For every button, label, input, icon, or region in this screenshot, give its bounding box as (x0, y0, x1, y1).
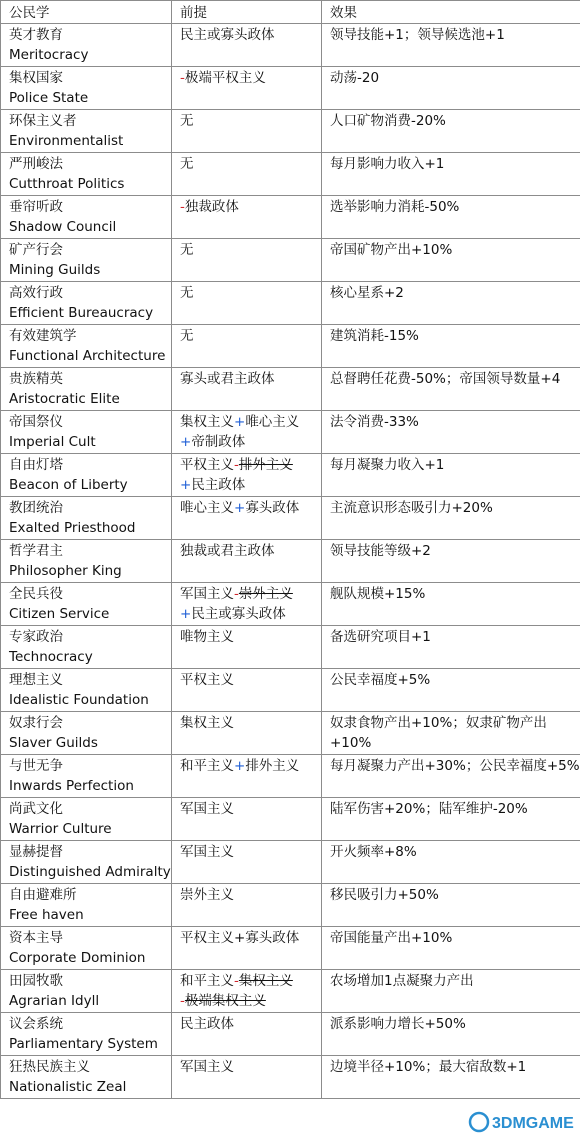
civic-name-en: Environmentalist (9, 133, 124, 149)
effect-cell (322, 239, 580, 282)
table-row (1, 67, 580, 110)
table-row (1, 626, 580, 669)
effect-text: 备选研究项目+1 (330, 629, 431, 645)
prerequisite-cell (172, 411, 322, 454)
prerequisite-segment: 民主或寡头政体 (191, 606, 286, 622)
prerequisite-line (180, 541, 316, 561)
prerequisite-segment: - (180, 199, 185, 215)
table-body (1, 1, 580, 1099)
effect-text: 帝国矿物产出+10% (330, 242, 453, 258)
prerequisite-segment: - (234, 973, 239, 989)
table-row (1, 239, 580, 282)
civic-name-cn: 严刑峻法 (9, 156, 63, 172)
civic-name-cell (1, 24, 172, 67)
civic-name-cell (1, 970, 172, 1013)
civic-name-en: Free haven (9, 907, 84, 923)
civic-name-en: Parliamentary System (9, 1036, 158, 1052)
table-row (1, 325, 580, 368)
effect-cell (322, 196, 580, 239)
civic-name-en: Police State (9, 90, 89, 106)
civic-name-cn: 资本主导 (9, 930, 63, 946)
table-row (1, 110, 580, 153)
effect-cell (322, 153, 580, 196)
prerequisite-line (180, 432, 316, 452)
watermark-text: 3DMGAME (492, 1115, 574, 1132)
prerequisite-segment: 平权主义 (180, 457, 234, 473)
prerequisite-segment: 民主政体 (191, 477, 246, 493)
civic-name-cn: 显赫提督 (9, 844, 63, 860)
prerequisite-segment: 排外主义 (245, 758, 300, 774)
effect-cell (322, 669, 580, 712)
prerequisite-line (180, 584, 316, 604)
prerequisite-segment: 独裁或君主政体 (180, 543, 275, 559)
prerequisite-segment: 极端集权主义 (184, 993, 266, 1009)
effect-text: 建筑消耗-15% (330, 328, 419, 344)
prerequisite-segment: 排外主义 (238, 457, 293, 473)
civic-name-cell (1, 196, 172, 239)
civic-name-en: Shadow Council (9, 219, 117, 235)
effect-cell (322, 24, 580, 67)
prerequisite-segment: 平权主义+寡头政体 (180, 930, 300, 946)
prerequisite-line (180, 604, 316, 624)
prerequisite-line (180, 240, 316, 260)
effect-text: 帝国能量产出+10% (330, 930, 453, 946)
prerequisite-segment: 军国主义 (180, 1059, 234, 1075)
table-row (1, 1013, 580, 1056)
prerequisite-segment: + (180, 477, 192, 493)
civic-name-cell (1, 884, 172, 927)
civic-name-cell (1, 669, 172, 712)
civic-name-cn: 全民兵役 (9, 586, 63, 602)
prerequisite-line (180, 197, 316, 217)
prerequisite-cell (172, 196, 322, 239)
prerequisite-segment: 军国主义 (180, 801, 234, 817)
header-effect: 效果 (322, 1, 580, 24)
effect-cell (322, 411, 580, 454)
prerequisite-segment: 独裁政体 (184, 199, 239, 215)
civic-name-cn: 议会系统 (9, 1016, 63, 1032)
table-row (1, 583, 580, 626)
effect-cell (322, 798, 580, 841)
prerequisite-line (180, 326, 316, 346)
civic-name-cell (1, 927, 172, 970)
table-row (1, 1056, 580, 1099)
table-row (1, 282, 580, 325)
prerequisite-line (180, 498, 316, 518)
prerequisite-segment: - (234, 457, 239, 473)
prerequisite-line (180, 991, 316, 1011)
effect-text: 选举影响力消耗-50% (330, 199, 460, 215)
civic-name-en: Efficient Bureaucracy (9, 305, 154, 321)
civic-name-en: Cutthroat Politics (9, 176, 125, 192)
civic-name-cell (1, 325, 172, 368)
civic-name-cn: 理想主义 (9, 672, 63, 688)
prerequisite-cell (172, 153, 322, 196)
table-row (1, 884, 580, 927)
table-row (1, 669, 580, 712)
prerequisite-segment: 帝制政体 (191, 434, 246, 450)
civic-name-cn: 自由避难所 (9, 887, 77, 903)
effect-text: 总督聘任花费-50%；帝国领导数量+4 (330, 371, 561, 387)
prerequisite-cell (172, 368, 322, 411)
civic-name-en: Aristocratic Elite (9, 391, 120, 407)
effect-text: 移民吸引力+50% (330, 887, 439, 903)
header-row (1, 1, 580, 24)
civic-name-en: Agrarian Idyll (9, 993, 100, 1009)
effect-text: 派系影响力增长+50% (330, 1016, 466, 1032)
prerequisite-line (180, 971, 316, 991)
civic-name-en: Exalted Priesthood (9, 520, 136, 536)
prerequisite-segment: 无 (180, 328, 194, 344)
civic-name-en: Nationalistic Zeal (9, 1079, 127, 1095)
civic-name-cn: 有效建筑学 (9, 328, 77, 344)
civic-name-cell (1, 540, 172, 583)
effect-text: 领导技能等级+2 (330, 543, 431, 559)
prerequisite-segment: 军国主义 (180, 586, 234, 602)
effect-cell (322, 884, 580, 927)
civic-name-cn: 环保主义者 (9, 113, 77, 129)
prerequisite-segment: 寡头或君主政体 (180, 371, 275, 387)
civic-name-cell (1, 798, 172, 841)
prerequisite-cell (172, 454, 322, 497)
civic-name-cn: 英才教育 (9, 27, 63, 43)
prerequisite-line (180, 154, 316, 174)
table-row (1, 927, 580, 970)
civic-name-en: Beacon of Liberty (9, 477, 128, 493)
prerequisite-cell (172, 325, 322, 368)
effect-cell (322, 368, 580, 411)
prerequisite-segment: + (234, 414, 246, 430)
civic-name-cell (1, 368, 172, 411)
prerequisite-segment: 和平主义 (180, 758, 234, 774)
civic-name-cn: 尚武文化 (9, 801, 63, 817)
effect-cell (322, 927, 580, 970)
table-row (1, 970, 580, 1013)
effect-text: 边境半径+10%；最大宿敌数+1 (330, 1059, 527, 1075)
prerequisite-segment: + (234, 758, 246, 774)
table-row (1, 368, 580, 411)
civic-name-cell (1, 153, 172, 196)
civic-name-en: Distinguished Admiralty (9, 864, 171, 880)
prerequisite-line (180, 283, 316, 303)
prerequisite-cell (172, 540, 322, 583)
civic-name-en: Meritocracy (9, 47, 89, 63)
prerequisite-cell (172, 712, 322, 755)
civic-name-en: Inwards Perfection (9, 778, 134, 794)
prerequisite-line (180, 455, 316, 475)
prerequisite-cell (172, 626, 322, 669)
effect-cell (322, 583, 580, 626)
civic-name-cell (1, 239, 172, 282)
civic-name-cell (1, 411, 172, 454)
prerequisite-segment: - (234, 586, 239, 602)
civic-name-cn: 狂热民族主义 (9, 1059, 90, 1075)
prerequisite-segment: 无 (180, 113, 194, 129)
civic-name-cell (1, 583, 172, 626)
prerequisite-line (180, 1057, 316, 1077)
civic-name-en: Mining Guilds (9, 262, 101, 278)
effect-text: 农场增加1点凝聚力产出 (330, 973, 474, 989)
prerequisite-segment: 无 (180, 242, 194, 258)
civic-name-cn: 奴隶行会 (9, 715, 63, 731)
effect-text: 法令消费-33% (330, 414, 419, 430)
civic-name-cn: 哲学君主 (9, 543, 63, 559)
effect-text: 每月凝聚力产出+30%；公民幸福度+5% (330, 758, 580, 774)
prerequisite-line (180, 412, 316, 432)
prerequisite-segment: 民主政体 (180, 1016, 234, 1032)
table-row (1, 497, 580, 540)
civic-name-en: Functional Architecture (9, 348, 166, 364)
effect-cell (322, 110, 580, 153)
prerequisite-line (180, 670, 316, 690)
effect-text: 动荡-20 (330, 70, 380, 86)
prerequisite-segment: 崇外主义 (238, 586, 293, 602)
prerequisite-cell (172, 798, 322, 841)
prerequisite-segment: + (234, 500, 246, 516)
prerequisite-cell (172, 1056, 322, 1099)
prerequisite-line (180, 928, 316, 948)
effect-cell (322, 841, 580, 884)
prerequisite-line (180, 713, 316, 733)
effect-text: 陆军伤害+20%；陆军维护-20% (330, 801, 528, 817)
table-row (1, 798, 580, 841)
effect-cell (322, 755, 580, 798)
civic-name-en: Warrior Culture (9, 821, 112, 837)
effect-text: 人口矿物消费-20% (330, 113, 446, 129)
civic-name-en: Slaver Guilds (9, 735, 98, 751)
civic-name-en: Philosopher King (9, 563, 122, 579)
civic-name-cell (1, 755, 172, 798)
table-row (1, 841, 580, 884)
prerequisite-segment: - (180, 993, 185, 1009)
table-row (1, 411, 580, 454)
prerequisite-line (180, 475, 316, 495)
effect-cell (322, 1056, 580, 1099)
prerequisite-segment: 极端平权主义 (184, 70, 266, 86)
civic-name-cell (1, 454, 172, 497)
table-row (1, 153, 580, 196)
civic-name-cn: 田园牧歌 (9, 973, 63, 989)
prerequisite-segment: 集权主义 (238, 973, 293, 989)
prerequisite-cell (172, 1013, 322, 1056)
prerequisite-segment: 集权主义 (180, 715, 234, 731)
effect-text: 每月影响力收入+1 (330, 156, 445, 172)
prerequisite-segment: 唯心主义 (180, 500, 234, 516)
prerequisite-segment: 军国主义 (180, 844, 234, 860)
header-prerequisite: 前提 (172, 1, 322, 24)
civic-name-cell (1, 841, 172, 884)
effect-cell (322, 1013, 580, 1056)
effect-text: 核心星系+2 (330, 285, 404, 301)
table-row (1, 540, 580, 583)
prerequisite-segment: 崇外主义 (180, 887, 234, 903)
effect-cell (322, 282, 580, 325)
effect-cell (322, 540, 580, 583)
civic-name-cn: 帝国祭仪 (9, 414, 63, 430)
civic-name-cell (1, 1013, 172, 1056)
prerequisite-line (180, 799, 316, 819)
prerequisite-segment: 和平主义 (180, 973, 234, 989)
prerequisite-cell (172, 110, 322, 153)
watermark-logo (468, 1110, 576, 1134)
civic-name-cn: 贵族精英 (9, 371, 63, 387)
civic-name-cn: 高效行政 (9, 285, 63, 301)
civic-name-cn: 教团统治 (9, 500, 63, 516)
prerequisite-cell (172, 24, 322, 67)
effect-cell (322, 67, 580, 110)
prerequisite-segment: 民主或寡头政体 (180, 27, 275, 43)
civic-name-en: Imperial Cult (9, 434, 96, 450)
header-civic: 公民学 (1, 1, 172, 24)
prerequisite-segment: 无 (180, 156, 194, 172)
effect-text: 每月凝聚力收入+1 (330, 457, 445, 473)
prerequisite-cell (172, 239, 322, 282)
prerequisite-segment: 寡头政体 (245, 500, 300, 516)
effect-text: 舰队规模+15% (330, 586, 426, 602)
prerequisite-cell (172, 282, 322, 325)
table-row (1, 24, 580, 67)
table-row (1, 755, 580, 798)
effect-text: 领导技能+1；领导候选池+1 (330, 27, 505, 43)
civic-name-cell (1, 497, 172, 540)
prerequisite-line (180, 369, 316, 389)
civic-name-cell (1, 712, 172, 755)
civic-name-cn: 与世无争 (9, 758, 63, 774)
prerequisite-line (180, 842, 316, 862)
civic-name-en: Idealistic Foundation (9, 692, 149, 708)
effect-cell (322, 626, 580, 669)
table-row (1, 454, 580, 497)
civic-name-cell (1, 110, 172, 153)
effect-text: 开火频率+8% (330, 844, 417, 860)
effect-text: 公民幸福度+5% (330, 672, 431, 688)
prerequisite-segment: + (180, 434, 192, 450)
prerequisite-cell (172, 755, 322, 798)
prerequisite-segment: 唯心主义 (245, 414, 300, 430)
prerequisite-line (180, 885, 316, 905)
effect-text: 奴隶食物产出+10%；奴隶矿物产出+10% (330, 715, 547, 751)
prerequisite-cell (172, 884, 322, 927)
prerequisite-line (180, 1014, 316, 1034)
civic-name-cn: 自由灯塔 (9, 457, 63, 473)
civic-name-cell (1, 67, 172, 110)
prerequisite-segment: 集权主义 (180, 414, 234, 430)
prerequisite-cell (172, 583, 322, 626)
civic-name-cell (1, 282, 172, 325)
civic-name-cn: 矿产行会 (9, 242, 63, 258)
prerequisite-cell (172, 669, 322, 712)
watermark-ring (470, 1113, 488, 1131)
effect-cell (322, 497, 580, 540)
prerequisite-line (180, 627, 316, 647)
effect-text: 主流意识形态吸引力+20% (330, 500, 493, 516)
prerequisite-segment: 唯物主义 (180, 629, 234, 645)
prerequisite-cell (172, 927, 322, 970)
effect-cell (322, 325, 580, 368)
prerequisite-line (180, 756, 316, 776)
prerequisite-cell (172, 67, 322, 110)
prerequisite-line (180, 111, 316, 131)
civic-name-cn: 集权国家 (9, 70, 63, 86)
civic-name-cn: 垂帘听政 (9, 199, 63, 215)
table-row (1, 712, 580, 755)
prerequisite-cell (172, 497, 322, 540)
prerequisite-line (180, 68, 316, 88)
prerequisite-segment: 平权主义 (180, 672, 234, 688)
civic-name-cell (1, 1056, 172, 1099)
table-row (1, 196, 580, 239)
prerequisite-cell (172, 841, 322, 884)
civic-name-en: Citizen Service (9, 606, 110, 622)
prerequisite-cell (172, 970, 322, 1013)
effect-cell (322, 712, 580, 755)
civic-name-en: Corporate Dominion (9, 950, 146, 966)
prerequisite-segment: - (180, 70, 185, 86)
prerequisite-segment: 无 (180, 285, 194, 301)
civic-name-cn: 专家政治 (9, 629, 63, 645)
effect-cell (322, 970, 580, 1013)
effect-cell (322, 454, 580, 497)
civic-name-cell (1, 626, 172, 669)
prerequisite-segment: + (180, 606, 192, 622)
civic-name-en: Technocracy (9, 649, 93, 665)
prerequisite-line (180, 25, 316, 45)
